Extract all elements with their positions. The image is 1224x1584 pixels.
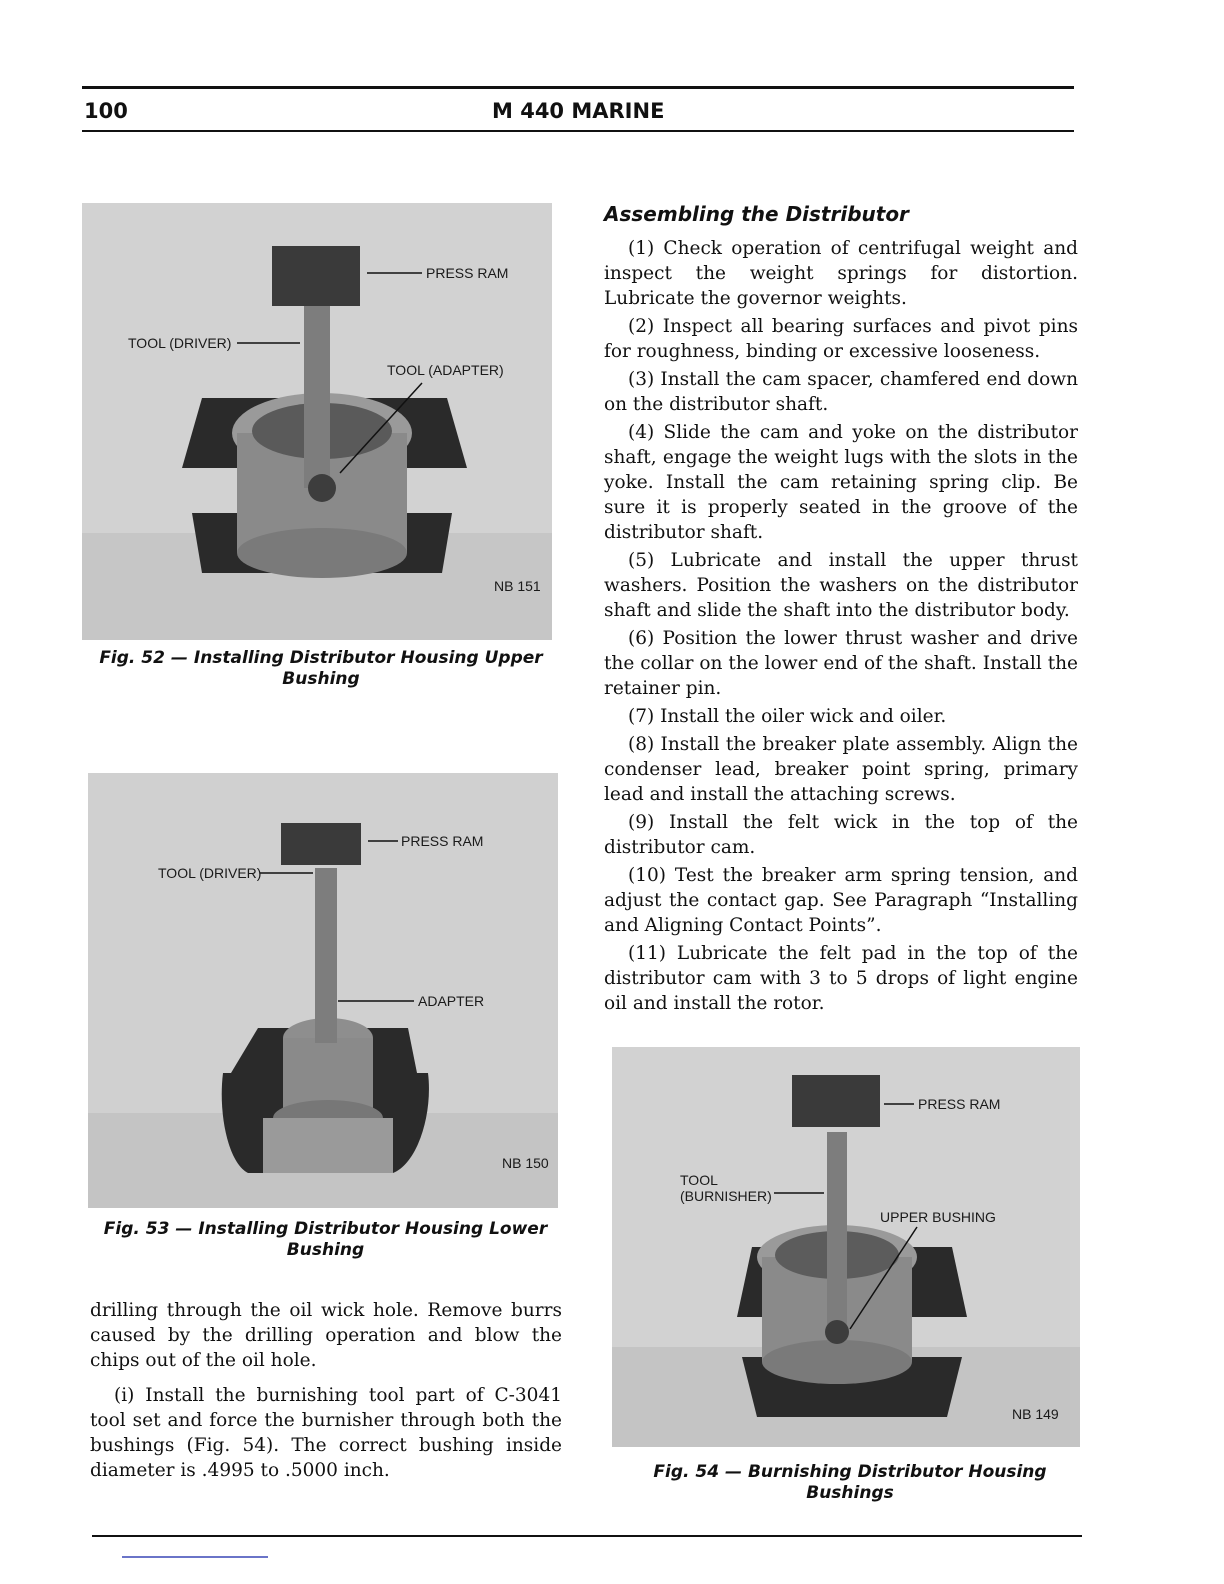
fig54-label-tool: TOOL bbox=[680, 1172, 718, 1188]
figure-53-caption bbox=[98, 1219, 553, 1261]
section-title: Assembling the Distributor bbox=[604, 202, 909, 226]
figure-54-photo bbox=[612, 1047, 1080, 1447]
figure-52-caption-text: Installing Distributor Housing Upper Bushing bbox=[193, 648, 543, 689]
left-paragraph-1: drilling through the oil wick hole. Remove burrs caused by the drilling operation and blow the chips out of the oil hole. bbox=[90, 1300, 562, 1371]
figure-54-caption-text: Burnishing Distributor Housing Bushings bbox=[747, 1462, 1047, 1503]
figure-52-number: Fig. 52 — bbox=[99, 648, 188, 668]
fig53-press-ram bbox=[281, 823, 361, 865]
fig52-label-tool-driver: TOOL (DRIVER) bbox=[128, 335, 232, 351]
left-paragraph-2: (i) Install the burnishing tool part of C-3041 tool set and force the burnisher through both the bushings (Fig. 54). The correct bushing inside diameter is .4995 to .5000 inch. bbox=[90, 1385, 562, 1481]
page-number: 100 bbox=[84, 99, 128, 123]
figure-54-illustration bbox=[612, 1047, 1080, 1447]
fig53-housing bbox=[263, 1118, 393, 1173]
step-11: (11) Lubricate the felt pad in the top of the distributor cam with 3 to 5 drops of light engine oil and install the rotor. bbox=[604, 943, 1078, 1014]
step-6: (6) Position the lower thrust washer and drive the collar on the lower end of the shaft. Install the retainer pin. bbox=[604, 628, 1078, 699]
fig54-press-ram bbox=[792, 1075, 880, 1127]
figure-52-illustration bbox=[82, 203, 552, 640]
step-9: (9) Install the felt wick in the top of the distributor cam. bbox=[604, 812, 1078, 858]
fig54-burnisher-shaft bbox=[827, 1132, 847, 1342]
figure-53-caption-text: Installing Distributor Housing Lower Bushing bbox=[198, 1219, 548, 1260]
step-1: (1) Check operation of centrifugal weight and inspect the weight springs for distortion. Lubricate the governor weights. bbox=[604, 238, 1078, 309]
step-7: (7) Install the oiler wick and oiler. bbox=[628, 706, 947, 727]
left-column-text bbox=[90, 1298, 562, 1486]
step-2: (2) Inspect all bearing surfaces and pivot pins for roughness, binding or excessive looseness. bbox=[604, 316, 1078, 362]
step-10: (10) Test the breaker arm spring tension, and adjust the contact gap. See Paragraph “Installing and Aligning Contact Points”. bbox=[604, 865, 1078, 936]
step-8: (8) Install the breaker plate assembly. Align the condenser lead, breaker point spring, primary lead and install the attaching screws. bbox=[604, 734, 1078, 805]
right-column-text bbox=[604, 236, 1078, 1019]
fig53-label-tool-driver: TOOL (DRIVER) bbox=[158, 865, 262, 881]
header-top-rule bbox=[82, 86, 1074, 89]
fig54-code: NB 149 bbox=[1012, 1406, 1059, 1422]
fig54-label-burnisher: (BURNISHER) bbox=[680, 1188, 772, 1204]
fig52-driver-shaft bbox=[304, 298, 330, 488]
fig53-label-press-ram: PRESS RAM bbox=[401, 833, 484, 849]
figure-52-photo bbox=[82, 203, 552, 640]
figure-54-caption bbox=[608, 1462, 1092, 1504]
figure-52-caption bbox=[90, 648, 552, 690]
fig53-code: NB 150 bbox=[502, 1155, 549, 1171]
fig54-label-press-ram: PRESS RAM bbox=[918, 1096, 1001, 1112]
fig52-code: NB 151 bbox=[494, 578, 541, 594]
fig54-label-upper-bushing: UPPER BUSHING bbox=[880, 1209, 996, 1225]
fig52-label-tool-adapter: TOOL (ADAPTER) bbox=[387, 362, 504, 378]
header-bottom-rule bbox=[82, 130, 1074, 132]
figure-54-number: Fig. 54 — bbox=[653, 1462, 742, 1482]
figure-53-number: Fig. 53 — bbox=[103, 1219, 193, 1239]
figure-53-photo bbox=[88, 773, 558, 1208]
fig53-driver-shaft bbox=[315, 868, 337, 1043]
step-5: (5) Lubricate and install the upper thrust washers. Position the washers on the distributor shaft and slide the shaft into the distributor body. bbox=[604, 550, 1078, 621]
fig52-press-ram bbox=[272, 246, 360, 306]
footer-accent-rule bbox=[122, 1556, 268, 1558]
step-4: (4) Slide the cam and yoke on the distributor shaft, engage the weight lugs with the slots in the yoke. Install the cam retaining spring clip. Be sure it is properly seated in the groove of the distributor shaft. bbox=[604, 422, 1078, 543]
footer-rule bbox=[92, 1535, 1082, 1537]
step-3: (3) Install the cam spacer, chamfered end down on the distributor shaft. bbox=[604, 369, 1078, 415]
fig53-label-adapter: ADAPTER bbox=[418, 993, 485, 1009]
page-title: M 440 MARINE bbox=[492, 99, 665, 123]
fig52-label-press-ram: PRESS RAM bbox=[426, 265, 509, 281]
figure-53-illustration bbox=[88, 773, 558, 1208]
